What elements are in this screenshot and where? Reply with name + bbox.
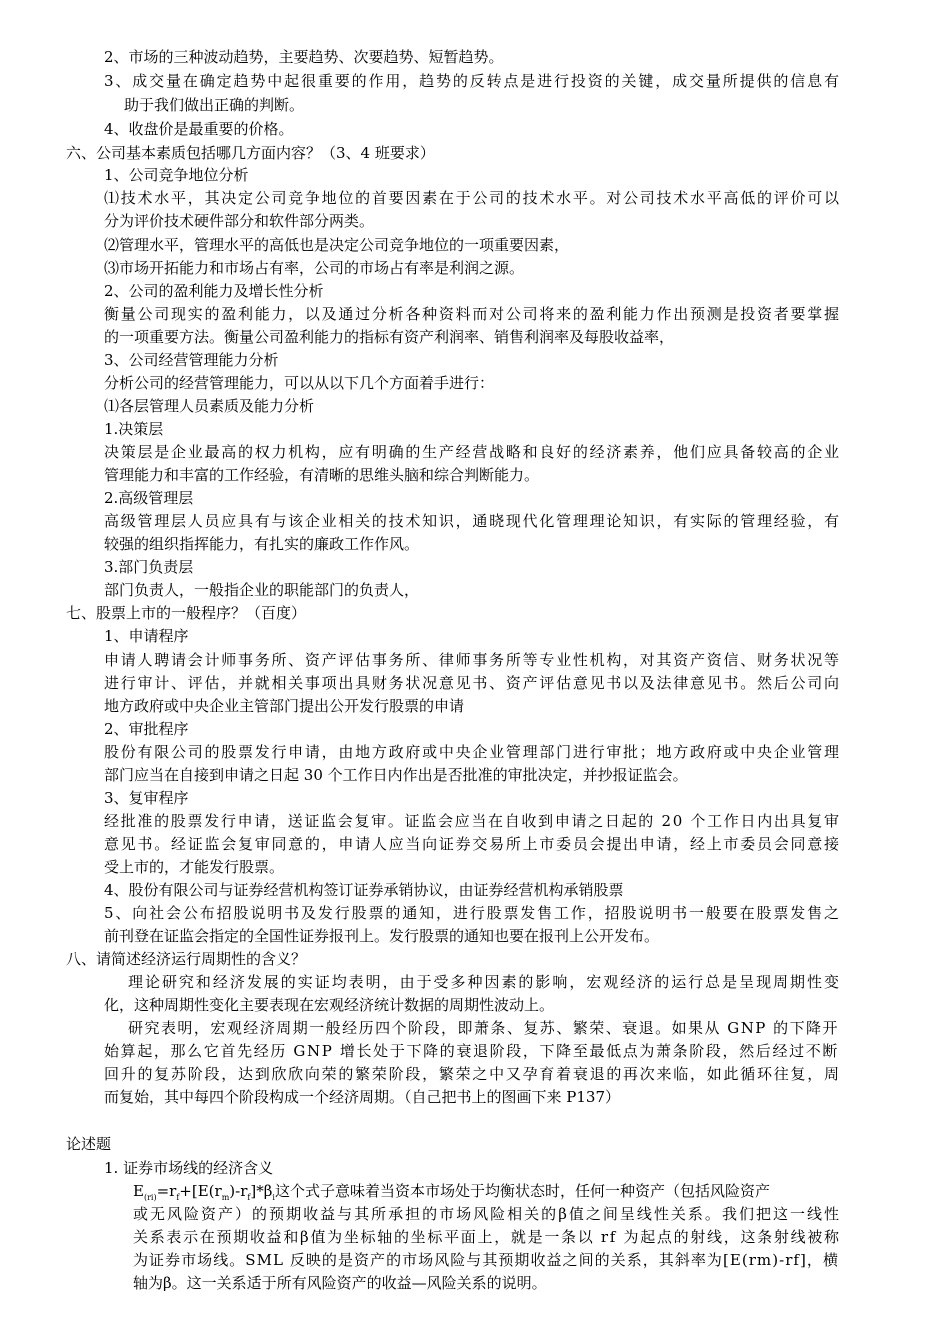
text-line <box>104 118 294 140</box>
text-line <box>104 372 494 394</box>
text-line <box>104 349 279 371</box>
text-line <box>124 94 304 116</box>
text-line-content: ⑵管理水平，管理水平的高低也是决定公司竞争地位的一项重要因素， <box>104 236 570 254</box>
text-line <box>133 1226 841 1248</box>
text-line-content: 意见书。经证监会复审同意的，申请人应当向证券交易所上市委员会提出申请，经上市委员会同意接 <box>104 835 841 853</box>
text-line-content: 1.决策层 <box>104 420 164 438</box>
text-line <box>66 1133 111 1155</box>
text-line <box>104 280 324 302</box>
text-line-content: 关系表示在预期收益和β值为坐标轴的坐标平面上，就是一条以 rf 为起点的射线，这条射线被称 <box>133 1228 841 1246</box>
text-line-content: 轴为β。这一关系适于所有风险资产的收益—风险关系的说明。 <box>133 1274 547 1292</box>
text-line-content: 较强的组织指挥能力，有扎实的廉政工作作风。 <box>104 535 420 553</box>
text-line-content: 分为评价技术硬件部分和软件部分两类。 <box>104 212 375 230</box>
text-line-content: 理论研究和经济发展的实证均表明，由于受多种因素的影响，宏观经济的运行总是呈现周期性变 <box>128 973 841 991</box>
text-line-content: 助于我们做出正确的判断。 <box>124 96 305 114</box>
text-line-content: 衡量公司现实的盈利能力，以及通过分析各种资料而对公司将来的盈利能力作出预测是投资者要掌握 <box>104 305 841 323</box>
text-line <box>104 718 189 740</box>
text-line-content: 论述题 <box>66 1135 112 1153</box>
text-line-content: 研究表明，宏观经济周期一般经历四个阶段，即萧条、复苏、繁荣、衰退。如果从 GNP 的下降开 <box>128 1019 839 1037</box>
text-line-content: 部门应当在自接到申请之日起 30 个工作日内作出是否批准的审批决定，并抄报证监会。 <box>104 766 688 784</box>
text-line <box>104 856 284 878</box>
text-line-content: 为证券市场线。SML 反映的是资产的市场风险与其预期收益之间的关系，其斜率为[E(rm)-rf]，横 <box>133 1251 839 1269</box>
text-line-content: ⑴技术水平，其决定公司竞争地位的首要因素在于公司的技术水平。对公司技术水平高低的评价可以 <box>104 189 841 207</box>
text-line <box>104 579 419 601</box>
text-line <box>104 1040 839 1062</box>
text-line-content: 2、审批程序 <box>104 720 189 738</box>
text-line-content: 六、公司基本素质包括哪几方面内容？（3、4 班要求） <box>66 144 435 162</box>
text-line-content: 申请人聘请会计师事务所、资产评估事务所、律师事务所等专业性机构，对其资产资信、财务状况等 <box>104 651 841 669</box>
text-line <box>104 46 504 68</box>
text-line-content: 2、公司的盈利能力及增长性分析 <box>104 282 324 300</box>
text-line <box>128 1017 839 1039</box>
text-line <box>66 948 306 970</box>
text-line-content: 前刊登在证监会指定的全国性证券报刊上。发行股票的通知也要在报刊上公开发布。 <box>104 927 660 945</box>
text-line-content: 4、股份有限公司与证券经营机构签订证券承销协议，由证券经营机构承销股票 <box>104 881 624 899</box>
text-line <box>104 810 841 832</box>
formula-beta-sub: i <box>272 1193 275 1202</box>
text-line <box>128 971 841 993</box>
formula-rest: 这个式子意味着当资本市场处于均衡状态时，任何一种资产（包括风险资产 <box>274 1182 770 1200</box>
text-line <box>104 649 841 671</box>
text-line <box>104 487 193 509</box>
text-line <box>104 510 841 532</box>
text-line-content: 的一项重要方法。衡量公司盈利能力的指标有资产利润率、销售利润率及每股收益率， <box>104 328 675 346</box>
text-line <box>104 533 419 555</box>
formula-rf2-sub: f <box>247 1193 251 1202</box>
text-line <box>104 741 841 763</box>
text-line <box>104 210 374 232</box>
text-line-content: ⑶市场开拓能力和市场占有率，公司的市场占有率是利润之源。 <box>104 259 525 277</box>
text-line <box>133 1272 547 1294</box>
text-line-content: 3.部门负责层 <box>104 558 194 576</box>
text-line-content: 5、向社会公布招股说明书及发行股票的通知，进行股票发售工作，招股说明书一般要在股票发售之 <box>104 904 841 922</box>
text-line-content: 3、复审程序 <box>104 789 189 807</box>
text-line <box>104 625 189 647</box>
text-line-content: 进行审计、评估，并就相关事项出具财务状况意见书、资产评估意见书以及法律意见书。然后公司向 <box>104 674 841 692</box>
text-line <box>104 303 841 325</box>
text-line-content: 2.高级管理层 <box>104 489 194 507</box>
formula-e-sub: (ri) <box>143 1193 157 1202</box>
text-line-content: 3、公司经营管理能力分析 <box>104 351 279 369</box>
text-line <box>104 395 314 417</box>
text-line-content: 1. 证券市场线的经济含义 <box>104 1159 274 1177</box>
formula-rf-sub: f <box>176 1193 180 1202</box>
text-line-content: 化，这种周期性变化主要表现在宏观经济统计数据的周期性波动上。 <box>104 996 555 1014</box>
text-line <box>104 902 841 924</box>
text-line-content: 七、股票上市的一般程序？（百度） <box>66 604 307 622</box>
text-line-content: 高级管理层人员应具有与该企业相关的技术知识，通晓现代化管理理论知识，有实际的管理经验，有 <box>104 512 841 530</box>
formula-e: E <box>133 1182 144 1200</box>
text-line <box>104 257 524 279</box>
formula-rm-sub: m <box>221 1193 230 1202</box>
text-line-content: 回升的复苏阶段，达到欣欣向荣的繁荣阶段，繁荣之中又孕育着衰退的再次来临，如此循环往复，周 <box>104 1065 841 1083</box>
text-line-content: 或无风险资产）的预期收益与其所承担的市场风险相关的β值之间呈线性关系。我们把这一线性 <box>133 1205 841 1223</box>
text-line-content: 管理能力和丰富的工作经验，有清晰的思维头脑和综合判断能力。 <box>104 466 540 484</box>
text-line <box>104 418 163 440</box>
text-line-content: 地方政府或中央企业主管部门提出公开发行股票的申请 <box>104 697 465 715</box>
text-line <box>66 142 435 164</box>
text-line <box>104 764 688 786</box>
text-line <box>104 556 193 578</box>
text-line-content: 分析公司的经营管理能力，可以从以下几个方面着手进行： <box>104 374 495 392</box>
sml-formula-line <box>133 1180 770 1202</box>
text-line <box>104 326 674 348</box>
text-line <box>104 787 189 809</box>
formula-minus: )-r <box>229 1182 248 1200</box>
text-line <box>133 1203 841 1225</box>
text-line-content: 股份有限公司的股票发行申请，由地方政府或中央企业管理部门进行审批；地方政府或中央企业管理 <box>104 743 841 761</box>
text-line-content: 受上市的，才能发行股票。 <box>104 858 285 876</box>
text-line-content: 始算起，那么它首先经历 GNP 增长处于下降的衰退阶段，下降至最低点为萧条阶段，然后经过不断 <box>104 1042 839 1060</box>
text-line <box>66 602 306 624</box>
text-line <box>104 187 841 209</box>
text-line <box>104 70 841 92</box>
formula-plus: +[E(r <box>179 1182 222 1200</box>
text-line-content: 3、成交量在确定趋势中起很重要的作用，趋势的反转点是进行投资的关键，成交量所提供的信息有 <box>104 72 841 90</box>
text-line-content: 1、公司竞争地位分析 <box>104 166 249 184</box>
text-line-content: 而复始，其中每四个阶段构成一个经济周期。（自己把书上的图画下来 P137） <box>104 1088 620 1106</box>
text-line-content: 2、市场的三种波动趋势，主要趋势、次要趋势、短暂趋势。 <box>104 48 504 66</box>
text-line <box>104 234 569 256</box>
text-line <box>104 833 841 855</box>
text-line <box>104 1063 841 1085</box>
text-line <box>104 994 554 1016</box>
text-line <box>104 1157 273 1179</box>
text-line-content: 4、收盘价是最重要的价格。 <box>104 120 294 138</box>
text-line-content: ⑴各层管理人员素质及能力分析 <box>104 397 315 415</box>
text-line <box>104 879 624 901</box>
text-line-content: 决策层是企业最高的权力机构，应有明确的生产经营战略和良好的经济素养，他们应具备较高的企业 <box>104 443 841 461</box>
text-line <box>104 441 841 463</box>
text-line-content: 1、申请程序 <box>104 627 189 645</box>
text-line <box>104 672 841 694</box>
formula-close: ]*β <box>250 1182 273 1200</box>
text-line <box>133 1249 839 1271</box>
text-line-content: 经批准的股票发行申请，送证监会复审。证监会应当在自收到申请之日起的 20 个工作日内出具复审 <box>104 812 841 830</box>
text-line <box>104 925 659 947</box>
text-line <box>104 1086 620 1108</box>
formula-eq: =r <box>156 1182 177 1200</box>
text-line-content: 部门负责人，一般指企业的职能部门的负责人， <box>104 581 420 599</box>
text-line <box>104 695 464 717</box>
text-line <box>104 164 249 186</box>
text-line <box>104 464 539 486</box>
text-line-content: 八、请简述经济运行周期性的含义？ <box>66 950 307 968</box>
